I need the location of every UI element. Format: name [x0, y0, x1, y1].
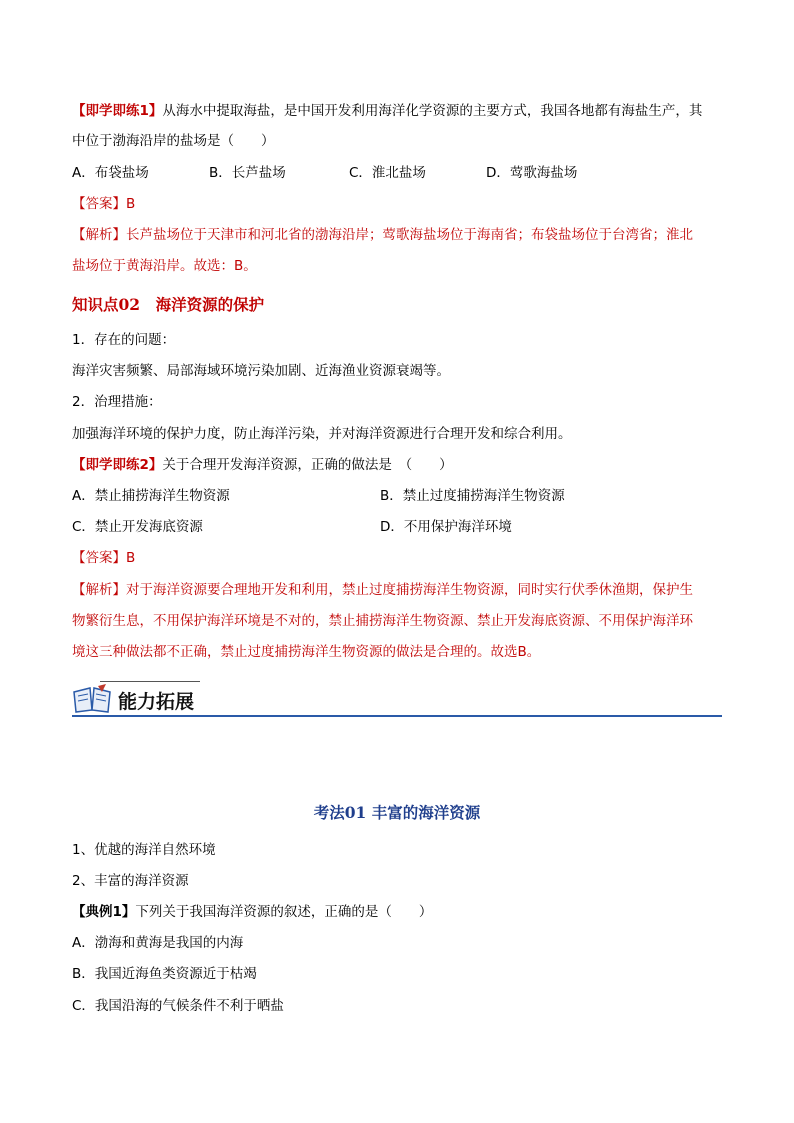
practice2-tag: 【即学即练2】	[72, 457, 163, 473]
practice2-analysis-line3: 境这三种做法都不正确，禁止过度捕捞海洋生物资源的做法是合理的。故选B。	[72, 644, 541, 660]
knowledge-point-heading: 知识点02 海洋资源的保护	[72, 295, 265, 314]
open-book-icon	[72, 684, 112, 714]
practice2-option-d: D．不用保护海洋环境	[380, 519, 512, 535]
example-option-c: C．我国沿海的气候条件不利于晒盐	[72, 998, 284, 1014]
example-tag: 【典例1】	[72, 904, 136, 920]
practice2-question: 【即学即练2】关于合理开发海洋资源，正确的做法是 （ ）	[72, 457, 453, 473]
practice1-answer: 【答案】B	[72, 196, 136, 212]
knowledge-item1-title: 1．存在的问题：	[72, 332, 176, 348]
knowledge-item2-title: 2．治理措施：	[72, 394, 162, 410]
practice1-option-b: B．长芦盐场	[209, 165, 286, 181]
banner-title: 能力拓展	[118, 691, 195, 713]
method-title: 考法01 丰富的海洋资源	[313, 803, 481, 822]
practice1-option-c: C．淮北盐场	[349, 165, 426, 181]
practice1-question-line1: 【即学即练1】从海水中提取海盐，是中国开发利用海洋化学资源的主要方式，我国各地都有海盐生产，其	[72, 103, 703, 119]
method-item2: 2、丰富的海洋资源	[72, 873, 189, 889]
practice1-question-line2: 中位于渤海沿岸的盐场是（ ）	[72, 133, 275, 149]
banner-top-rule	[100, 681, 200, 682]
practice2-option-c: C．禁止开发海底资源	[72, 519, 203, 535]
example-question: 【典例1】下列关于我国海洋资源的叙述，正确的是（ ）	[72, 904, 433, 920]
banner-underline	[72, 715, 722, 717]
practice1-analysis-line1: 【解析】长芦盐场位于天津市和河北省的渤海沿岸；莺歌海盐场位于海南省；布袋盐场位于台湾省；淮北	[72, 227, 693, 243]
practice1-analysis-line2: 盐场位于黄海沿岸。故选：B。	[72, 258, 257, 274]
practice1-option-a: A．布袋盐场	[72, 165, 149, 181]
practice2-answer: 【答案】B	[72, 550, 136, 566]
practice2-analysis-line1: 【解析】对于海洋资源要合理地开发和利用，禁止过度捕捞海洋生物资源，同时实行伏季休渔期，保护生	[72, 582, 693, 598]
knowledge-item1-text: 海洋灾害频繁、局部海域环境污染加剧、近海渔业资源衰竭等。	[72, 363, 450, 379]
example-option-a: A．渤海和黄海是我国的内海	[72, 935, 244, 951]
practice2-analysis-line2: 物繁衍生息，不用保护海洋环境是不对的，禁止捕捞海洋生物资源、禁止开发海底资源、不用保护海洋环	[72, 613, 693, 629]
method-item1: 1、优越的海洋自然环境	[72, 842, 216, 858]
example-option-b: B．我国近海鱼类资源近于枯竭	[72, 966, 257, 982]
knowledge-item2-text: 加强海洋环境的保护力度，防止海洋污染，并对海洋资源进行合理开发和综合利用。	[72, 426, 572, 442]
practice2-option-a: A．禁止捕捞海洋生物资源	[72, 488, 230, 504]
practice1-tag: 【即学即练1】	[72, 103, 163, 119]
practice2-option-b: B．禁止过度捕捞海洋生物资源	[380, 488, 565, 504]
practice1-option-d: D．莺歌海盐场	[486, 165, 578, 181]
